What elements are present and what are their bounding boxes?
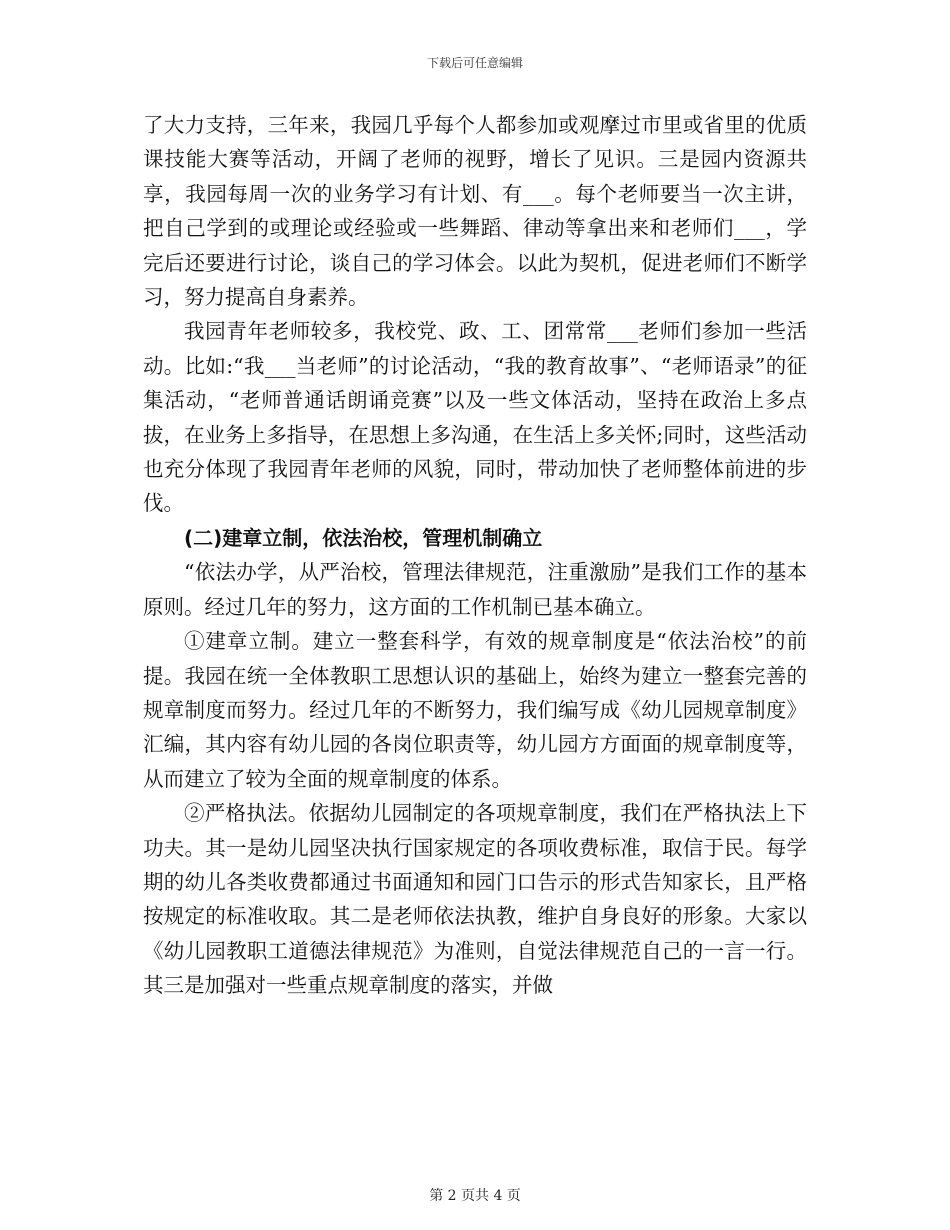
paragraph-2: 我园青年老师较多，我校党、政、工、团常常___老师们参加一些活动。比如:“我___当老师”的讨论活动，“我的教育故事”、“老师语录”的征集活动，“老师普通话朗诵竞赛”以及一些文体活动，坚持在政治上多点拔，在业务上多指导，在思想上多沟通，在生活上多关怀;同时，这些活动也充分体现了我园青年老师的风貌，同时，带动加快了老师整体前进的步伐。 xyxy=(143,319,807,516)
page-footer: 第 2 页共 4 页 xyxy=(429,1188,521,1204)
paragraph-1: 了大力支持，三年来，我园几乎每个人都参加或观摩过市里或省里的优质课技能大赛等活动，开阔了老师的视野，增长了见识。三是园内资源共享，我园每周一次的业务学习有计划、有___。每个老师要当一次主讲，把自己学到的或理论或经验或一些舞蹈、律动等拿出来和老师们___，学完后还要进行讨论，谈自己的学习体会。以此为契机，促进老师们不断学习，努力提高自身素养。 xyxy=(143,113,807,310)
paragraph-4: ①建章立制。建立一整套科学，有效的规章制度是“依法治校”的前提。我园在统一全体教职工思想认识的基础上，始终为建立一整套完善的规章制度而努力。经过几年的不断努力，我们编写成《幼儿园规章制度》汇编，其内容有幼儿园的各岗位职责等，幼儿园方方面面的规章制度等，从而建立了较为全面的规章制度的体系。 xyxy=(143,629,807,791)
page-header: 下载后可任意编辑 xyxy=(426,56,523,70)
paragraph-3: “依法办学，从严治校，管理法律规范，注重激励”是我们工作的基本原则。经过几年的努力，这方面的工作机制已基本确立。 xyxy=(143,560,807,619)
paragraph-5: ②严格执法。依据幼儿园制定的各项规章制度，我们在严格执法上下功夫。其一是幼儿园坚决执行国家规定的各项收费标准，取信于民。每学期的幼儿各类收费都通过书面通知和园门口告示的形式告知家长，且严格按规定的标准收取。其二是老师依法执教，维护自身良好的形象。大家以《幼儿园教职工道德法律规范》为准则，自觉法律规范自己的一言一行。其三是加强对一些重点规章制度的落实，并做 xyxy=(143,801,807,998)
section-heading: (二)建章立制，依法治校，管理机制确立 xyxy=(184,525,543,550)
document-body xyxy=(143,108,807,1003)
